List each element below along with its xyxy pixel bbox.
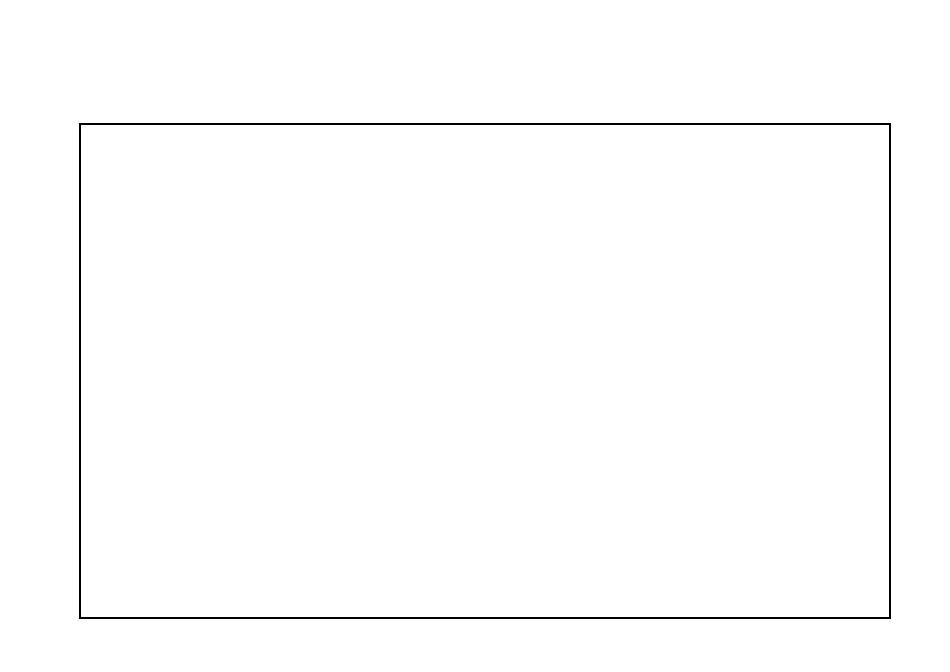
header-sample-no bbox=[104, 124, 167, 179]
header-age bbox=[559, 124, 585, 179]
header-test-date bbox=[503, 124, 557, 179]
header-project-name bbox=[167, 124, 236, 179]
header-load-strength bbox=[585, 124, 796, 179]
header-seq bbox=[80, 124, 104, 179]
header-remarks bbox=[847, 124, 890, 179]
record-table bbox=[79, 123, 891, 619]
header-design-strength bbox=[366, 124, 402, 179]
header-tester bbox=[796, 124, 847, 179]
header-sample-groups bbox=[405, 124, 443, 179]
header-casting-date bbox=[446, 124, 503, 179]
header-pile-location bbox=[236, 124, 363, 179]
